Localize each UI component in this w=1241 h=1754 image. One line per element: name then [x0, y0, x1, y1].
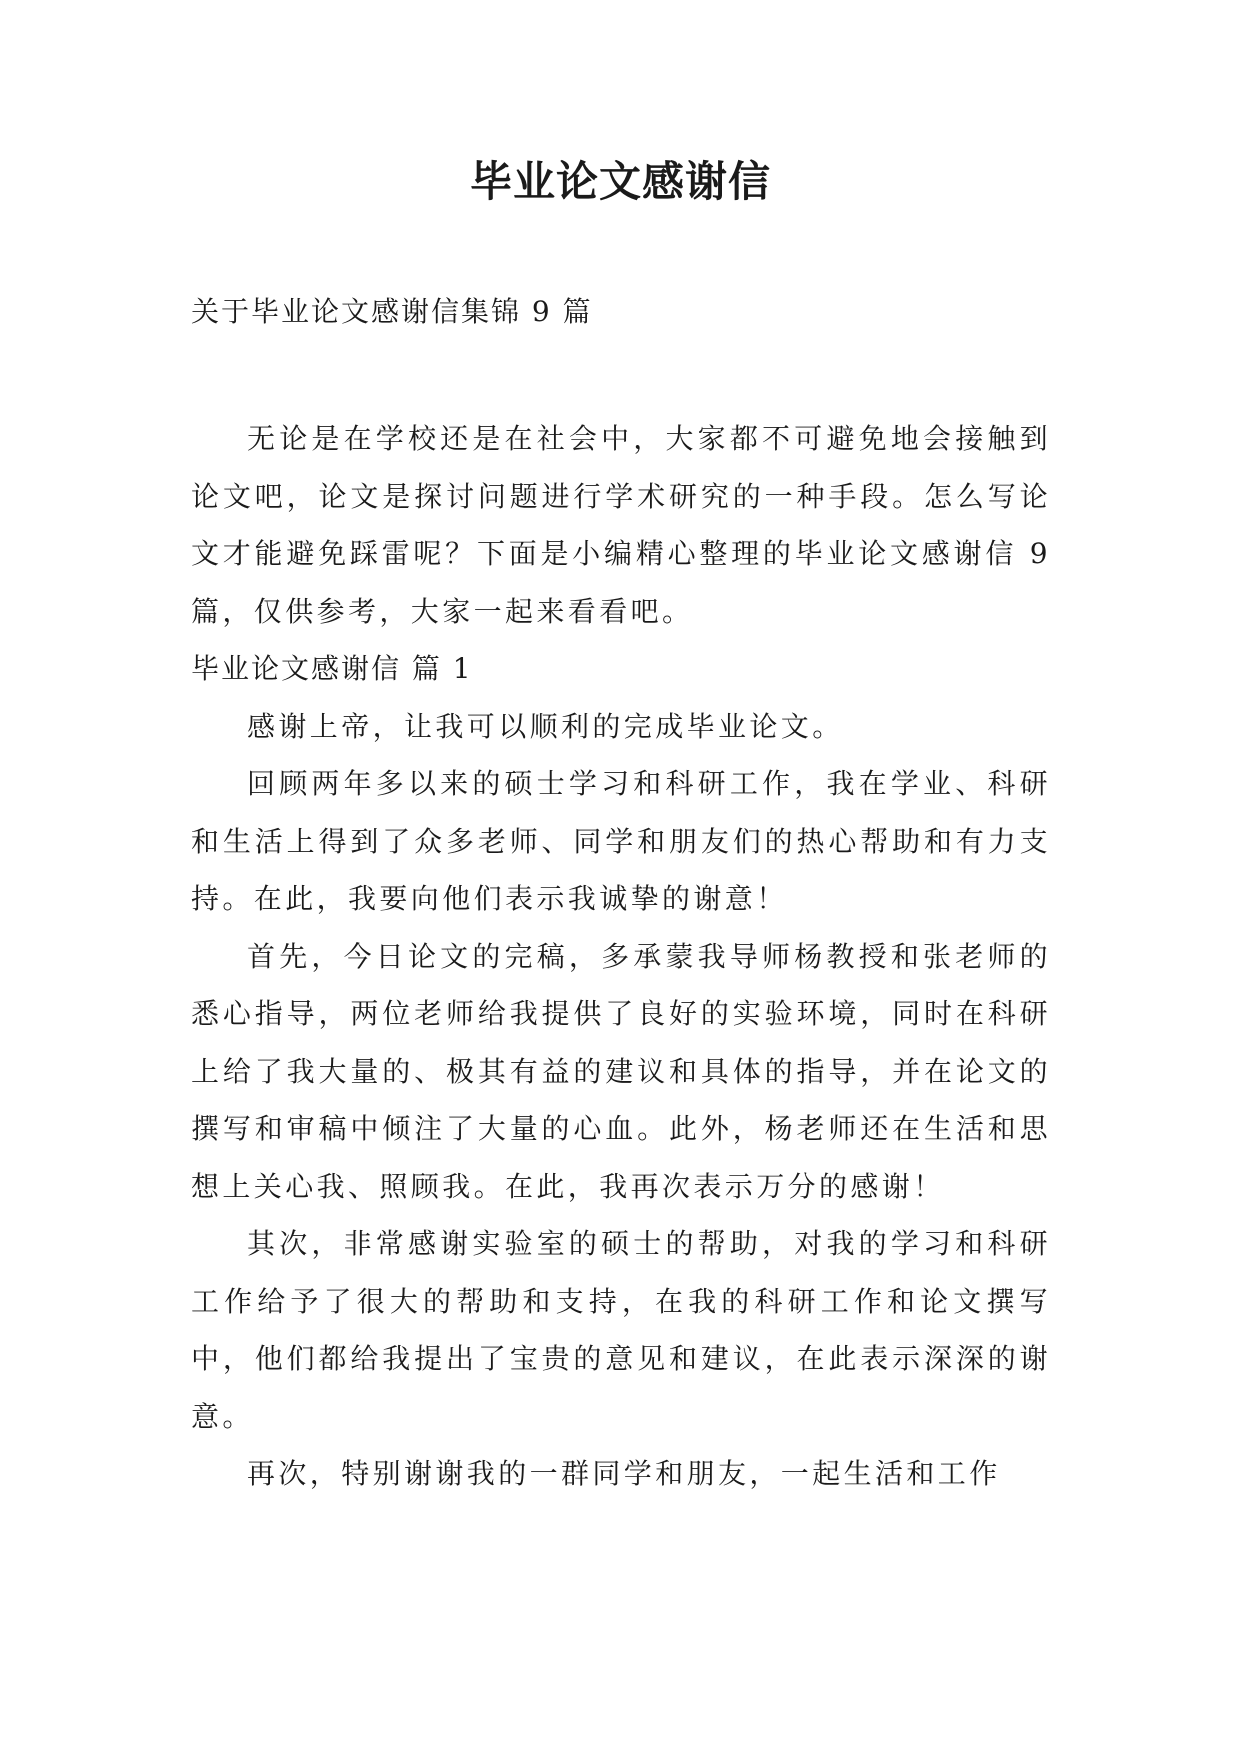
body-paragraph-1: 感谢上帝，让我可以顺利的完成毕业论文。 [247, 709, 844, 743]
intro-paragraph: 无论是在学校还是在社会中，大家都不可避免地会接触到论文吧，论文是探讨问题进行学术研究的一种手段。怎么写论文才能避免踩雷呢？下面是小编精心整理的毕业论文感谢信 9 篇，仅供参考，大家一起来看看吧。 [191, 422, 1051, 628]
body-paragraph-5: 再次，特别谢谢我的一群同学和朋友，一起生活和工作 [247, 1457, 1001, 1490]
section-heading: 毕业论文感谢信 篇 1 [191, 652, 473, 685]
document-subtitle: 关于毕业论文感谢信集锦 9 篇 [191, 295, 593, 328]
body-paragraph-3: 首先，今日论文的完稿，多承蒙我导师杨教授和张老师的悉心指导，两位老师给我提供了良好的实验环境，同时在科研上给了我大量的、极其有益的建议和具体的指导，并在论文的撰写和审稿中倾注了大量的心血。此外，杨老师还在生活和思想上关心我、照顾我。在此，我再次表示万分的感谢！ [191, 939, 1051, 1203]
document-title: 毕业论文感谢信 [469, 157, 771, 206]
body-paragraph-4: 其次，非常感谢实验室的硕士的帮助，对我的学习和科研工作给予了很大的帮助和支持，在我的科研工作和论文撰写中，他们都给我提出了宝贵的意见和建议，在此表示深深的谢意。 [191, 1227, 1051, 1433]
document-body [191, 410, 1051, 1503]
body-paragraph-2: 回顾两年多以来的硕士学习和科研工作，我在学业、科研和生活上得到了众多老师、同学和朋友们的热心帮助和有力支持。在此，我要向他们表示我诚挚的谢意！ [191, 767, 1051, 915]
